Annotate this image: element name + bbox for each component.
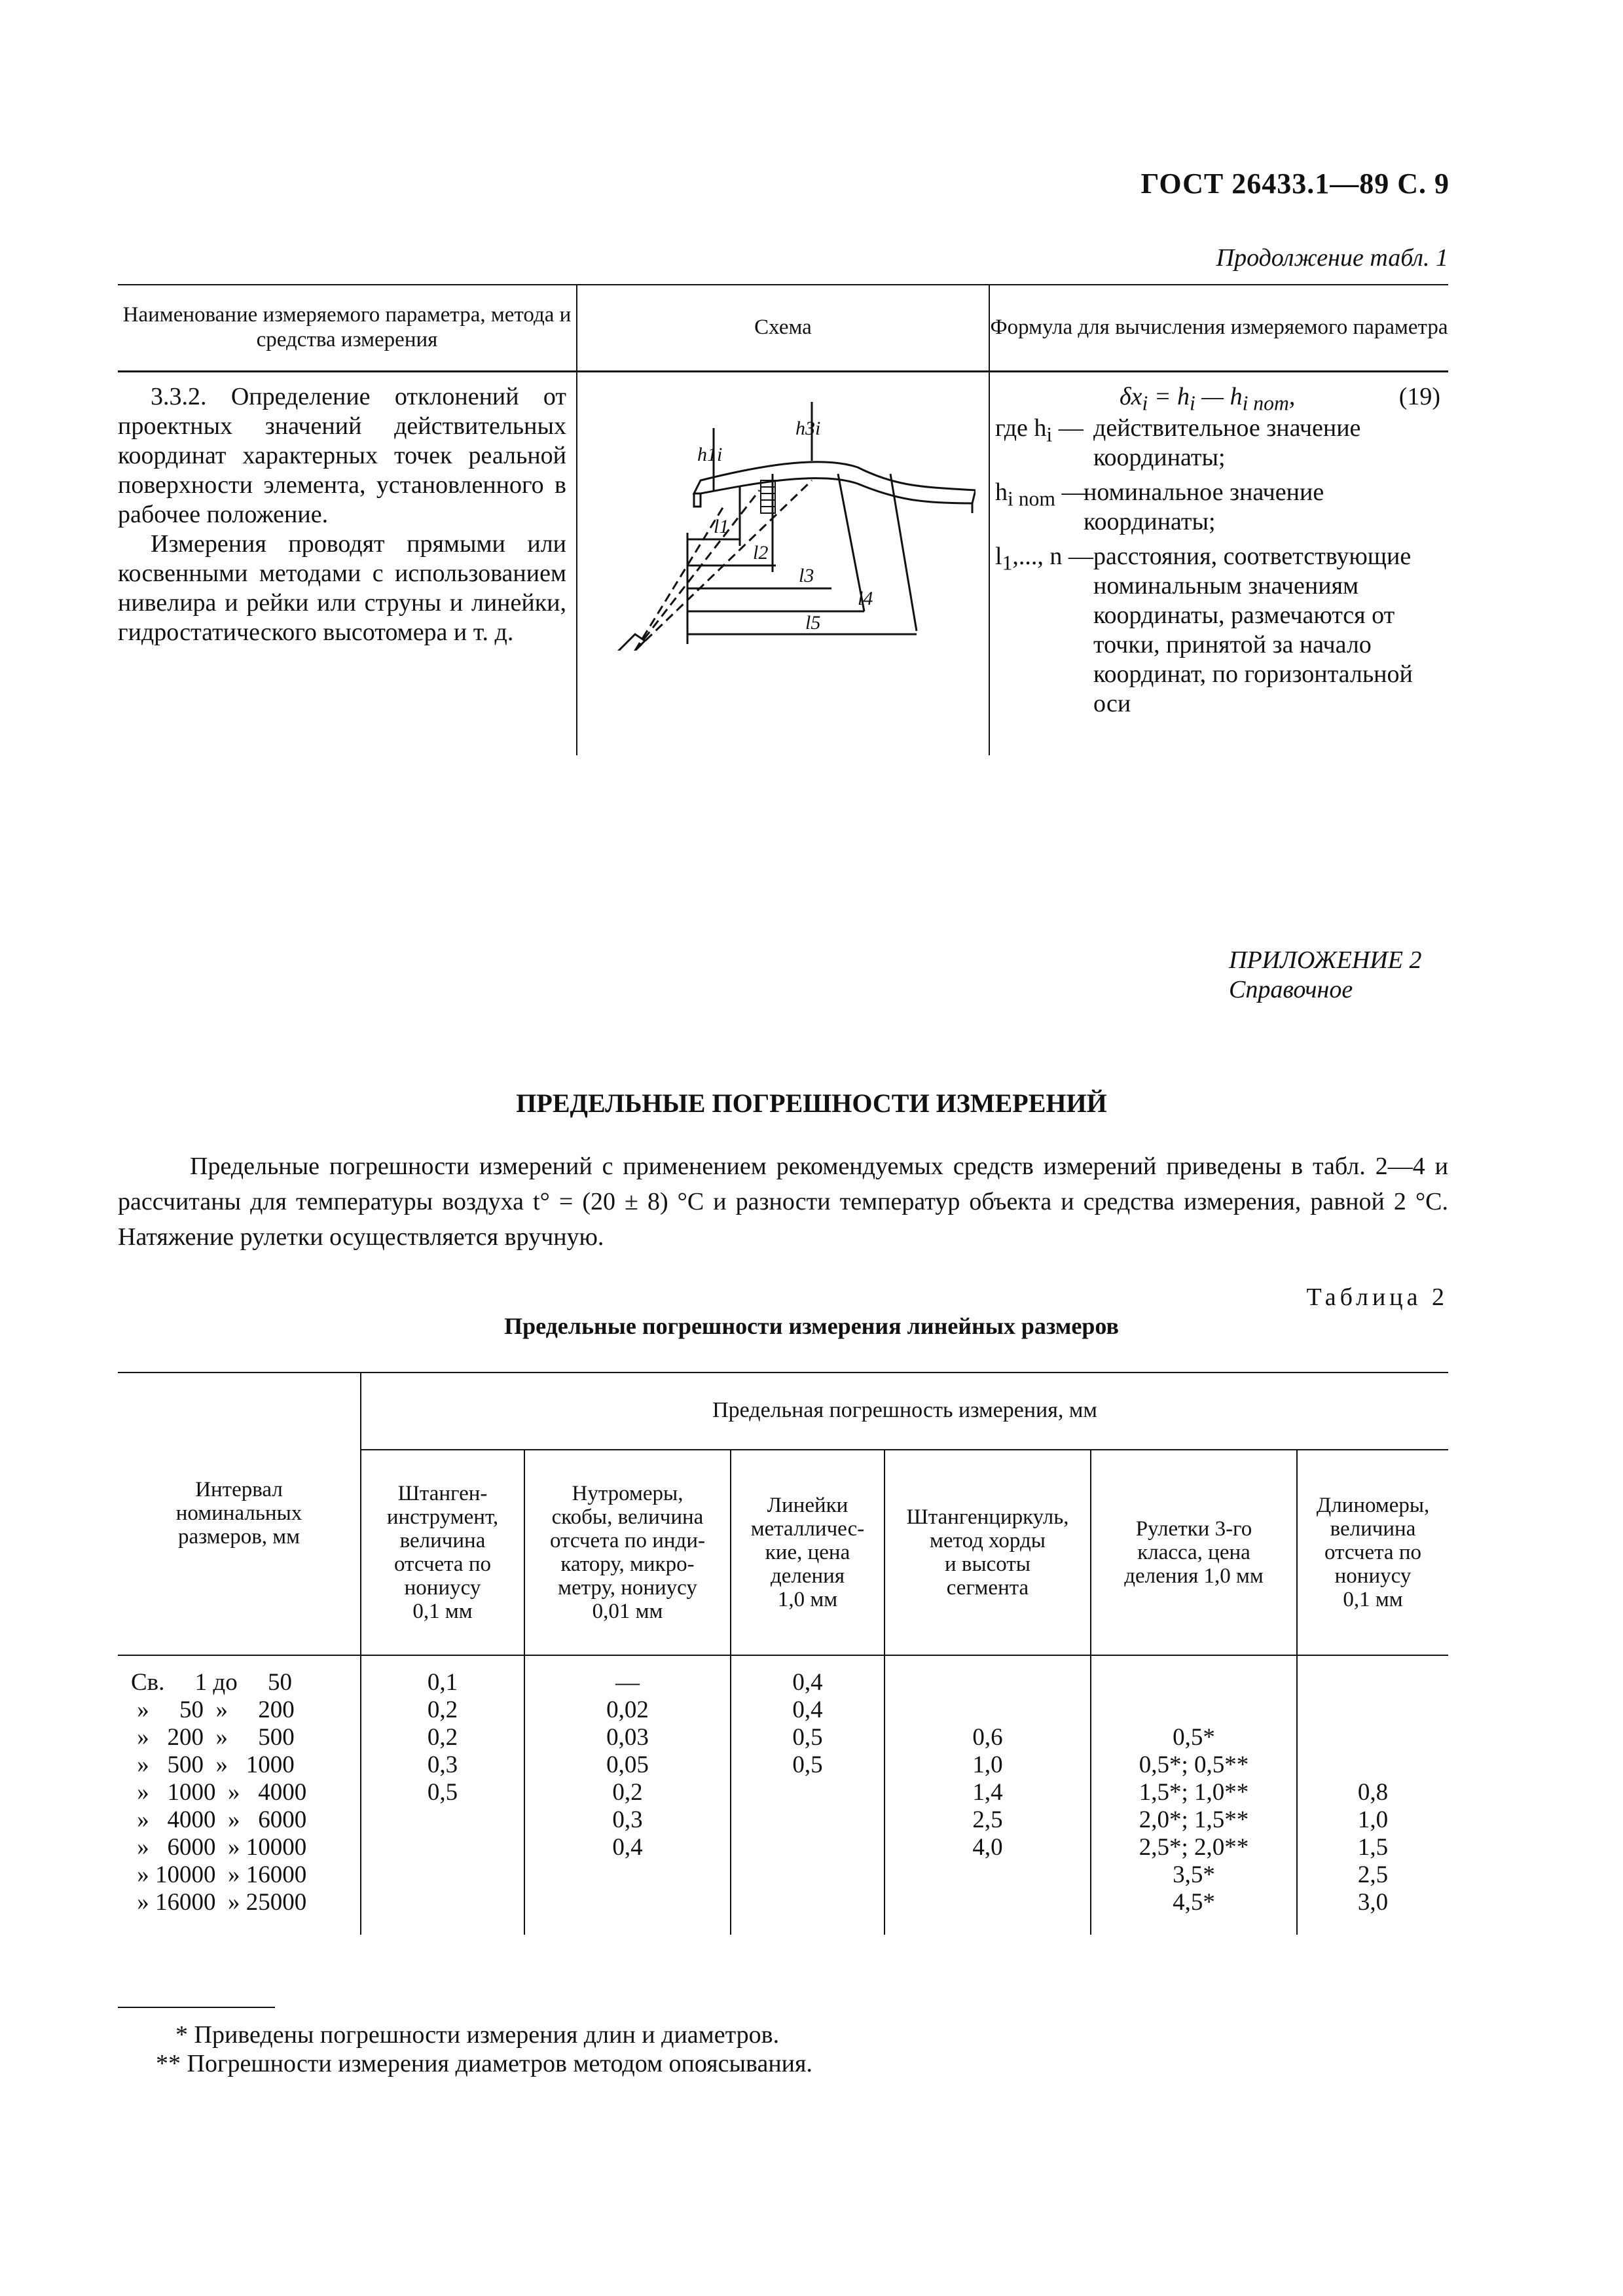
table2-col-4-values: 0,6 1,0 1,4 2,5 4,0 — [972, 1724, 1003, 1861]
table1-header-formula: Формула для вычисления измеряемого параметра — [990, 315, 1448, 339]
table2-col-header-5: Рулетки 3-го класса, цена деления 1,0 мм — [1124, 1517, 1264, 1588]
diagram-label-h1i: h1i — [697, 444, 723, 465]
footnote-2: ** Погрешности измерения диаметров методом опоясывания. — [156, 2050, 812, 2077]
table1-description-p2: Измерения проводят прямыми или косвенными методами с использованием нивелира и рейки или струны и линейки, гидростатического высотомера и т. д. — [118, 530, 566, 646]
table2-label: Таблица 2 — [1306, 1283, 1448, 1311]
table2-group-header: Предельная погрешность измерения, мм — [712, 1398, 1097, 1422]
formula-legend-symbol: $h_{i nom}$ — — [995, 478, 1087, 511]
table-continuation-label: Продолжение табл. 1 — [1216, 244, 1448, 272]
formula-legend-text: действительное значение координаты; — [1093, 414, 1361, 471]
formula-legend-text: расстояния, соответствующие номинальным значениям координаты, размечаются от точки, принятой за начало координат, по горизонтальной оси — [1093, 543, 1413, 717]
section-title: ПРЕДЕЛЬНЫЕ ПОГРЕШНОСТИ ИЗМЕРЕНИЙ — [516, 1088, 1107, 1118]
appendix-label: ПРИЛОЖЕНИЕ 2 — [1229, 946, 1422, 974]
appendix-block — [1229, 946, 1451, 1005]
table2-header-interval-text: Интервал номинальных размеров, мм — [175, 1478, 302, 1549]
table2-title: Предельные погрешности измерения линейных размеров — [504, 1313, 1119, 1339]
table2-col-6-values: 0,8 1,0 1,5 2,5 3,0 — [1357, 1779, 1389, 1916]
table2-col-5-values: 0,5* 0,5*; 0,5** 1,5*; 1,0** 2,0*; 1,5** 2,5*; 2,0** 3,5* 4,5* — [1139, 1724, 1249, 1916]
footnote-divider — [118, 2007, 275, 2008]
table2-col-header-6: Длиномеры, величина отсчета по нониусу 0,1 мм — [1316, 1494, 1430, 1611]
table2-col-header-2: Нутромеры, скобы, величина отсчета по инди- катору, микро- метру, нониусу 0,01 мм — [549, 1482, 705, 1623]
appendix-type: Справочное — [1229, 976, 1353, 1003]
formula-legend-text: номинальное значение координаты; — [1084, 478, 1324, 535]
diagram-label-h3i: h3i — [795, 418, 821, 439]
table2-col-2-values: — 0,02 0,03 0,05 0,2 0,3 0,4 — [606, 1669, 649, 1861]
table2-col-header-1: Штанген- инструмент, величина отсчета по нониусу 0,1 мм — [386, 1482, 499, 1623]
table2-col-3-values: 0,4 0,4 0,5 0,5 — [792, 1669, 823, 1778]
table2-col-header-4: Штангенциркуль, метод хорды и высоты сегмента — [906, 1505, 1069, 1600]
diagram-label-l3: l3 — [799, 565, 814, 586]
diagram-label-l2: l2 — [753, 542, 769, 564]
diagram-label-l1: l1 — [714, 516, 729, 537]
measurement-scheme-diagram — [609, 376, 976, 651]
table2-col-1-values: 0,1 0,2 0,2 0,3 0,5 — [427, 1669, 458, 1806]
formula-legend — [995, 414, 1447, 719]
table1-header-scheme: Схема — [754, 315, 812, 339]
table2-intervals: Св. 1 до 50 » 50 » 200 » 200 » 500 » 500 » 1000 » 1000 » 4000 » 4000 » 6000 » 6000 » 10000 » 10000 » 16000 » 16000 » 25000 — [131, 1669, 307, 1916]
formula-legend-symbol: где $h_i$ — — [995, 414, 1084, 446]
table1-header-name: Наименование измеряемого параметра, метода и средства измерения — [122, 303, 572, 351]
table-2 — [118, 1372, 1448, 1935]
formula-legend-item — [995, 478, 1447, 537]
diagram-label-l4: l4 — [858, 588, 873, 609]
page-header: ГОСТ 26433.1—89 С. 9 — [1140, 168, 1450, 200]
intro-paragraph: Предельные погрешности измерений с применением рекомендуемых средств измерений приведены в табл. 2—4 и рассчитаны для температуры воздуха t° = (20 ± 8) °С и разности температур объекта и средства измерения, равной 2 °С. Натяжение рулетки осуществляется вручную. — [118, 1153, 1448, 1251]
footnote-1: * Приведены погрешности измерения длин и диаметров. — [175, 2021, 780, 2049]
diagram-label-l5: l5 — [805, 612, 821, 634]
table-1 — [118, 284, 1448, 755]
table1-description-p1: 3.3.2. Определение отклонений от проектных значений действительных координат характерных точек реальной поверхности элемента, установленного в рабочее положение. — [118, 383, 566, 528]
formula-legend-item — [995, 542, 1447, 719]
formula-legend-symbol: $l_1$,..., n — — [995, 543, 1093, 575]
formula-number: (19) — [1398, 383, 1440, 410]
formula-legend-item — [995, 414, 1447, 473]
table2-col-header-3: Линейки металличес- кие, цена деления 1,0 мм — [750, 1494, 865, 1611]
formula-19: $\delta x_i = h_i$ — $h_{i nom}$, — [1120, 383, 1296, 415]
table2-header-interval — [118, 1372, 360, 1655]
